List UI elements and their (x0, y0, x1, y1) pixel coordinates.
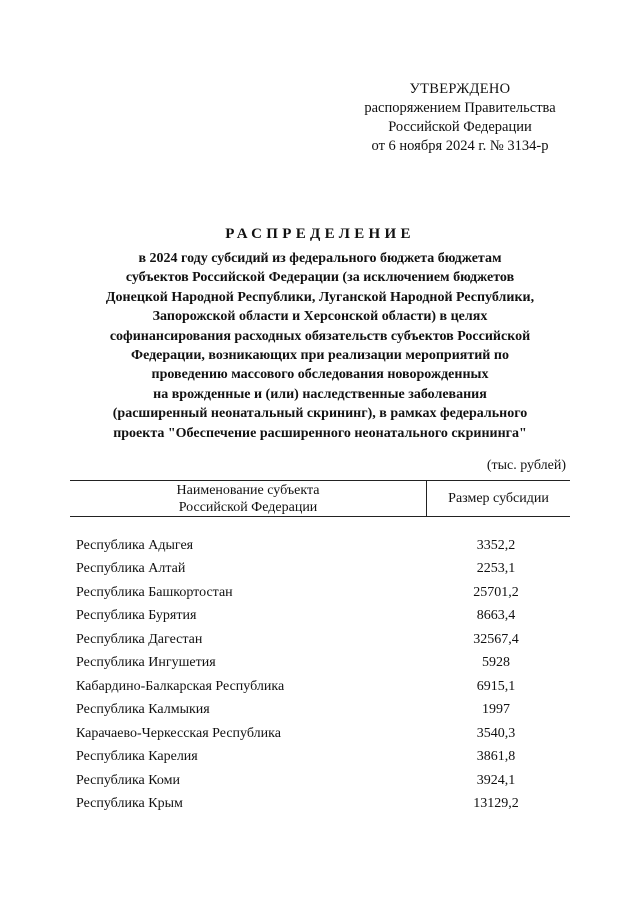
table-row (76, 722, 570, 746)
approval-line-1: распоряжением Правительства (364, 100, 556, 116)
table-row (76, 699, 570, 723)
subtitle-line: субъектов Российской Федерации (за исключением бюджетов (125, 270, 515, 286)
subsidy-value: 2253,1 (476, 561, 516, 577)
subsidy-value: 1997 (482, 702, 510, 718)
approval-line-3: от 6 ноября 2024 г. № 3134-р (371, 138, 549, 154)
header-region-line-2: Российской Федерации (178, 499, 318, 515)
region-name: Республика Карелия (76, 749, 198, 765)
table-row (76, 769, 570, 793)
subtitle-line: проекта "Обеспечение расширенного неонатального скрининга" (113, 425, 527, 441)
region-name: Республика Башкортостан (76, 584, 233, 600)
subtitle-line: Донецкой Народной Республики, Луганской Народной Республики, (105, 289, 535, 305)
region-name: Республика Ингушетия (76, 655, 216, 671)
region-name: Республика Коми (76, 772, 180, 788)
region-name: Республика Алтай (76, 561, 186, 577)
subtitle-line: на врожденные и (или) наследственные заболевания (153, 386, 487, 402)
subsidy-value: 3540,3 (476, 725, 516, 741)
header-region-line-1: Наименование субъекта (176, 482, 320, 498)
subsidy-value: 8663,4 (476, 608, 516, 624)
subtitle-line: софинансирования расходных обязательств субъектов Российской (109, 328, 531, 344)
region-name: Республика Калмыкия (76, 702, 210, 718)
subsidy-value: 3924,1 (476, 772, 516, 788)
table-body (76, 534, 570, 816)
table-row (76, 652, 570, 676)
subtitle-line: Запорожской области и Херсонской области) в целях (152, 309, 488, 325)
approval-line-2: Российской Федерации (388, 119, 532, 135)
table-row (76, 746, 570, 770)
subsidy-value: 32567,4 (473, 631, 519, 647)
table-row (76, 793, 570, 817)
unit-label: (тыс. рублей) (486, 458, 566, 473)
table-row (76, 605, 570, 629)
subsidy-value: 5928 (482, 655, 510, 671)
subsidy-value: 6915,1 (476, 678, 516, 694)
table-row (76, 558, 570, 582)
region-name: Республика Крым (76, 796, 183, 812)
region-name: Карачаево-Черкесская Республика (76, 725, 281, 741)
subsidy-value: 3352,2 (476, 537, 516, 553)
table-row (76, 534, 570, 558)
table-row (76, 581, 570, 605)
region-name: Республика Бурятия (76, 608, 197, 624)
table-header (70, 480, 570, 517)
approval-stamp (340, 80, 580, 156)
subsidy-value: 25701,2 (473, 584, 519, 600)
subtitle-line: проведению массового обследования новорожденных (151, 367, 489, 383)
subsidy-value: 3861,8 (476, 749, 516, 765)
header-region-name (70, 481, 427, 516)
subtitle-line: (расширенный неонатальный скрининг), в рамках федерального (112, 406, 528, 422)
header-subsidy-amount: Размер субсидии (448, 491, 549, 506)
region-name: Кабардино-Балкарская Республика (76, 678, 285, 694)
approved-label: УТВЕРЖДЕНО (409, 81, 511, 97)
subtitle-line: в 2024 году субсидий из федерального бюджета бюджетам (138, 251, 502, 266)
table-row (76, 628, 570, 652)
region-name: Республика Дагестан (76, 631, 203, 647)
region-name: Республика Адыгея (76, 537, 194, 553)
subsidy-value: 13129,2 (473, 796, 519, 812)
document-title: РАСПРЕДЕЛЕНИЕ (225, 226, 415, 242)
table-row (76, 675, 570, 699)
subtitle-line: Федерации, возникающих при реализации мероприятий по (131, 348, 509, 364)
document-subtitle (72, 249, 568, 443)
